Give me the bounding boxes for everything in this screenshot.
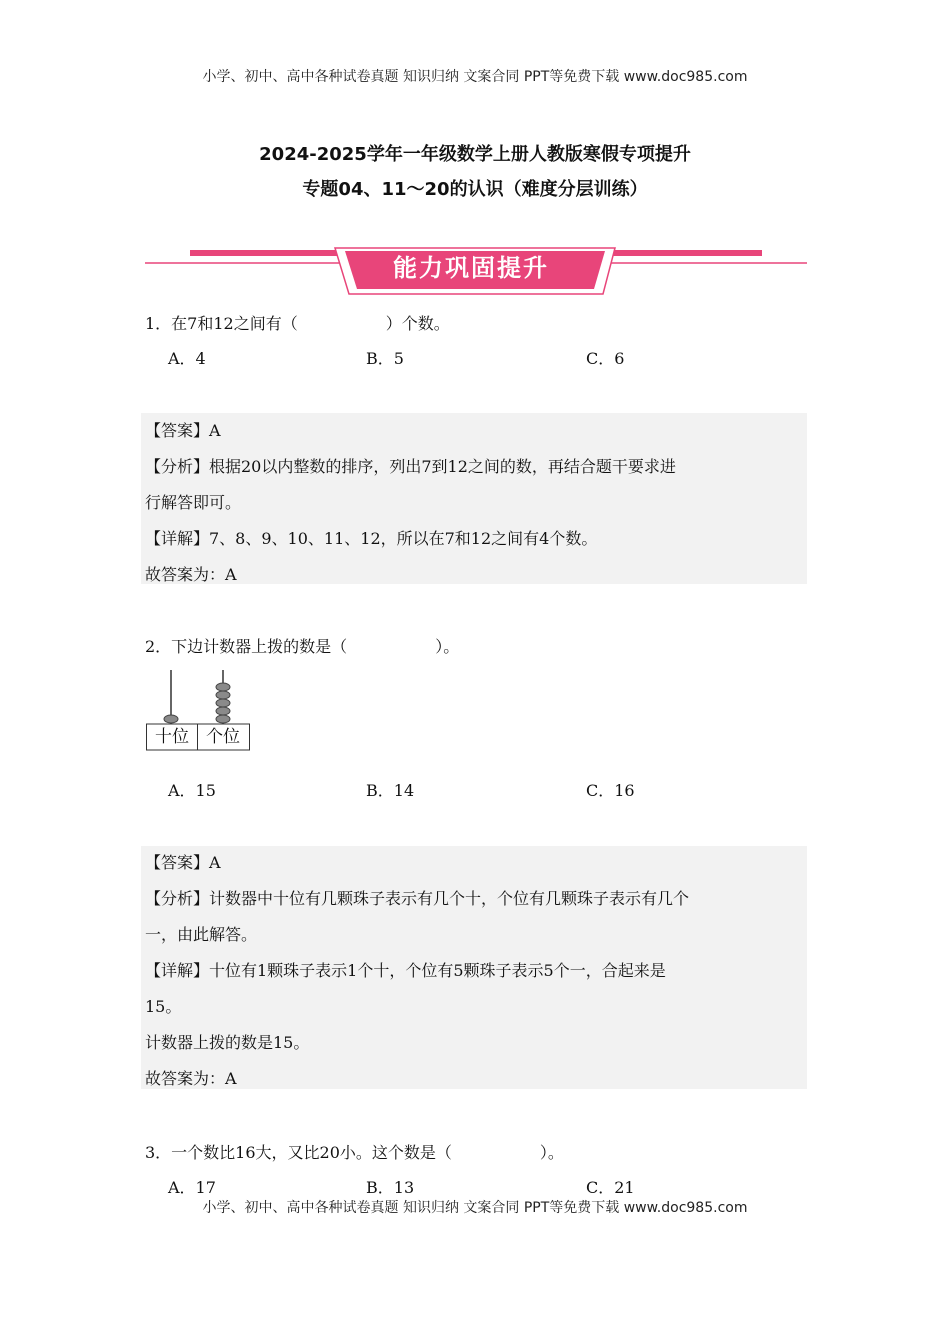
answer-line: 【详解】7、8、9、10、11、12，所以在7和12之间有4个数。 xyxy=(145,529,598,548)
question-2-stem-after: ）。 xyxy=(435,637,460,656)
question-3-option-b: B．13 xyxy=(366,1178,415,1197)
answer-line: 一，由此解答。 xyxy=(145,925,258,944)
question-1-option-b: B．5 xyxy=(366,349,404,368)
page-header: 小学、初中、高中各种试卷真题 知识归纳 文案合同 PPT等免费下载 www.doc985.com xyxy=(202,69,748,85)
section-banner-text: 能力巩固提升 xyxy=(393,254,549,282)
question-3-option-a: A．17 xyxy=(168,1178,216,1197)
question-2-stem-before: 2．下边计数器上拨的数是（ xyxy=(145,637,348,656)
question-2-stem xyxy=(145,634,459,657)
question-2-option-a: A．15 xyxy=(168,781,216,800)
answer-line: 【详解】十位有1颗珠子表示1个十，个位有5颗珠子表示5个一，合起来是 xyxy=(145,961,666,980)
tens-bead xyxy=(164,715,178,723)
answer-line: 15。 xyxy=(145,997,182,1016)
answer-line: 故答案为：A xyxy=(145,565,237,584)
question-3-stem xyxy=(145,1140,564,1163)
question-1-stem-after: ）个数。 xyxy=(385,314,450,333)
question-2-option-b: B．14 xyxy=(366,781,415,800)
ones-bead xyxy=(216,707,230,715)
abacus-counter xyxy=(146,668,252,752)
ones-bead xyxy=(216,699,230,707)
question-1-stem xyxy=(145,311,450,334)
question-3-option-c: C．21 xyxy=(586,1178,635,1197)
ones-bead xyxy=(216,683,230,691)
question-1-stem-before: 1．在7和12之间有（ xyxy=(145,314,298,333)
page-footer: 小学、初中、高中各种试卷真题 知识归纳 文案合同 PPT等免费下载 www.doc985.com xyxy=(202,1200,748,1216)
ones-bead xyxy=(216,691,230,699)
answer-line: 【答案】A xyxy=(145,421,221,440)
question-2-option-c: C．16 xyxy=(586,781,635,800)
document-subtitle: 专题04、11～20的认识（难度分层训练） xyxy=(302,179,648,200)
answer-line: 【分析】根据20以内整数的排序，列出7到12之间的数，再结合题干要求进 xyxy=(145,457,676,476)
question-3-stem-before: 3．一个数比16大，又比20小。这个数是（ xyxy=(145,1143,452,1162)
answer-line: 计数器上拨的数是15。 xyxy=(145,1033,310,1052)
ones-bead xyxy=(216,715,230,723)
question-2-answer-box xyxy=(141,846,807,1089)
answer-line: 行解答即可。 xyxy=(145,493,242,512)
question-1-option-a: A．4 xyxy=(168,349,206,368)
answer-line: 故答案为：A xyxy=(145,1069,237,1088)
abacus-tens-label: 十位 xyxy=(155,727,189,747)
question-3-stem-after: ）。 xyxy=(539,1143,564,1162)
answer-line: 【答案】A xyxy=(145,853,221,872)
question-1-answer-box xyxy=(141,413,807,584)
answer-line: 【分析】计数器中十位有几颗珠子表示有几个十，个位有几颗珠子表示有几个 xyxy=(145,889,690,908)
document-title: 2024-2025学年一年级数学上册人教版寒假专项提升 xyxy=(259,144,691,165)
abacus-ones-label: 个位 xyxy=(206,727,240,747)
question-1-option-c: C．6 xyxy=(586,349,625,368)
